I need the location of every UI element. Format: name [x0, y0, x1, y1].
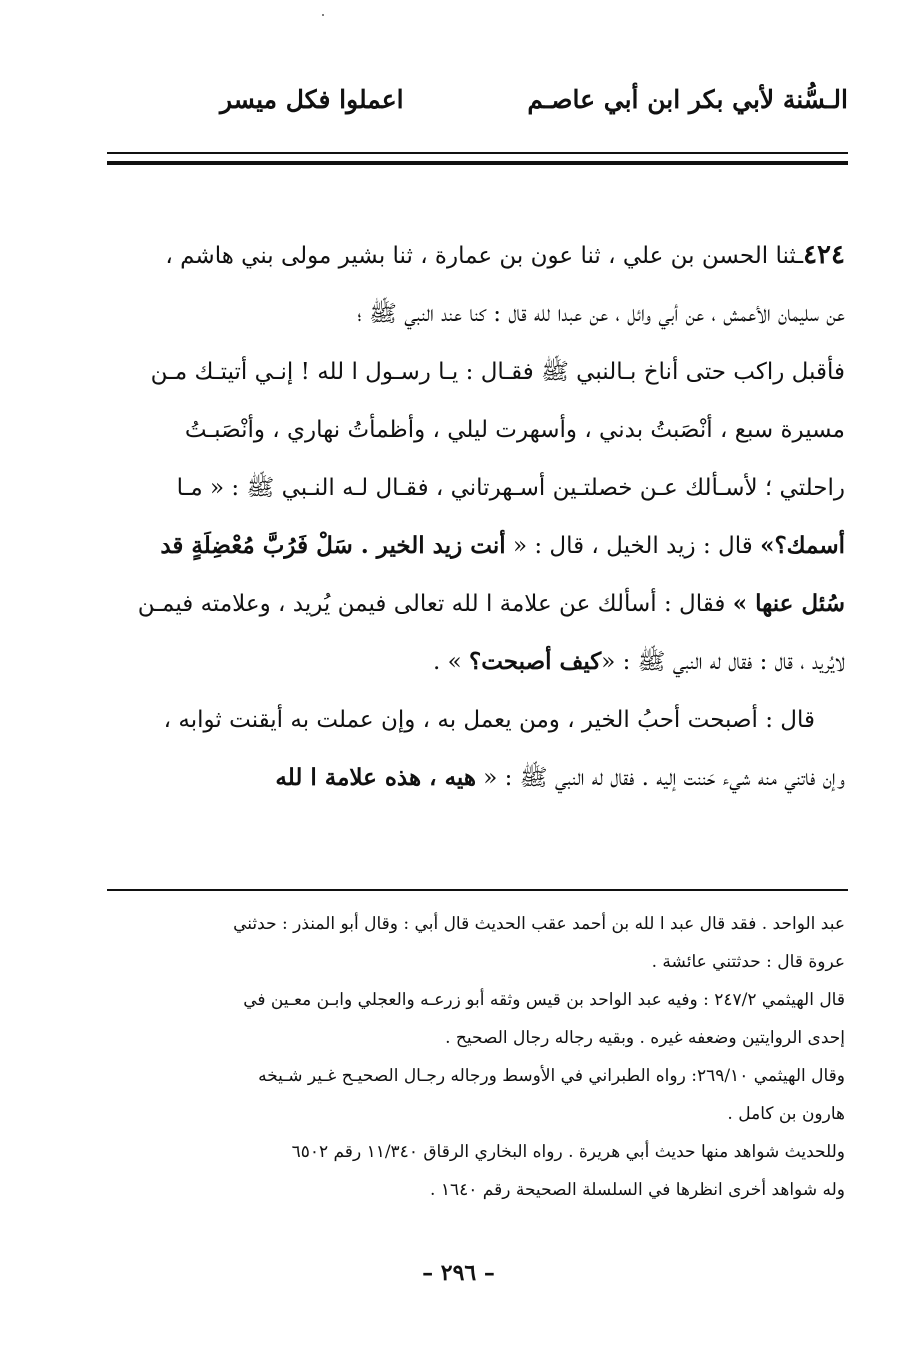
book-title: الـسُّنة لأبي بكر ابن أبي عاصـم — [527, 85, 848, 114]
footnote-line: عروة قال : حدثتني عائشة . — [651, 952, 845, 972]
chapter-title: اعملوا فكل ميسر — [220, 85, 404, 114]
hadith-line-7: سُئل عنها » فقال : أسألك عن علامة ا لله تعالى فيمن يُريد ، وعلامته فيمـن — [137, 590, 845, 617]
hadith-line-8: لايُريد ، قال : فقال له النبي ﷺ : «كيف أصبحت؟ » . — [432, 648, 845, 675]
page-number: – ٢٩٦ – — [422, 1260, 495, 1286]
hadith-line-1: ٤٢٤ـثنا الحسن بن علي ، ثنا عون بن عمارة ، ثنا بشير مولى بني هاشم ، — [165, 240, 845, 270]
hadith-line-2: عن سليمان الأعمش ، عن أبي وائل ، عن عبدا لله قال : كنا عند النبي ﷺ ؛ — [357, 301, 845, 327]
hadith-body — [103, 226, 845, 807]
hadith-line-6: أسمك؟» قال : زيد الخيل ، قال : « أنت زيد الخير . سَلْ فَرُبَّ مُعْضِلَةٍ قد — [160, 532, 845, 559]
footnote-line: وله شواهد أخرى انظرها في السلسلة الصحيحة رقم ١٦٤٠ . — [430, 1180, 845, 1200]
hadith-para2-line-2: وإن فاتني منه شيء حَننت إليه . فقال له النبي ﷺ : « هيه ، هذه علامة ا لله — [275, 764, 845, 791]
footnote-line: إحدى الروايتين وضعفه غيره . وبقيه رجاله رجال الصحيح . — [445, 1028, 845, 1048]
hadith-line-4: مسيرة سبع ، أنْصَبتُ بدني ، وأسهرت ليلي ، وأظمأتُ نهاري ، وأنْصَبـتُ — [184, 417, 845, 443]
footnote-line: قال الهيثمي ٢٤٧/٢ : وفيه عبد الواحد بن قيس وثقه أبو زرعـه والعجلي وابـن معـين في — [243, 990, 845, 1010]
hadith-line-5: راحلتي ؛ لأسـألك عـن خصلتـين أسـهرتاني ، فقـال لـه النـبي ﷺ : « مـا — [176, 475, 845, 501]
footnote-line: وللحديث شواهد منها حديث أبي هريرة . رواه البخاري الرقاق ١١/٣٤٠ رقم ٦٥٠٢ — [291, 1142, 845, 1162]
speck — [322, 14, 324, 16]
running-header — [100, 85, 848, 125]
footnote-line: وقال الهيثمي ٢٦٩/١٠: رواه الطبراني في الأوسط ورجاله رجـال الصحيـح غـير شـيخه — [258, 1066, 845, 1086]
header-rule-thick — [107, 161, 848, 165]
footnote-line: عبد الواحد . فقد قال عبد ا لله بن أحمد عقب الحديث قال أبي : وقال أبو المنذر : حدثني — [233, 914, 845, 934]
footnote-rule — [107, 889, 848, 891]
footnotes — [103, 905, 845, 1209]
header-rule-thin — [107, 152, 848, 154]
hadith-number: ٤٢٤ — [803, 240, 845, 270]
hadith-line-3: فأقبل راكب حتى أناخ بـالنبي ﷺ فقـال : يـا رسـول ا لله ! إنـي أتيتـك مـن — [150, 359, 845, 385]
hadith-para2-line-1: قال : أصبحت أحبُ الخير ، ومن يعمل به ، وإن عملت به أيقنت ثوابه ، — [163, 707, 815, 733]
footnote-line: هارون بن كامل . — [727, 1104, 845, 1124]
